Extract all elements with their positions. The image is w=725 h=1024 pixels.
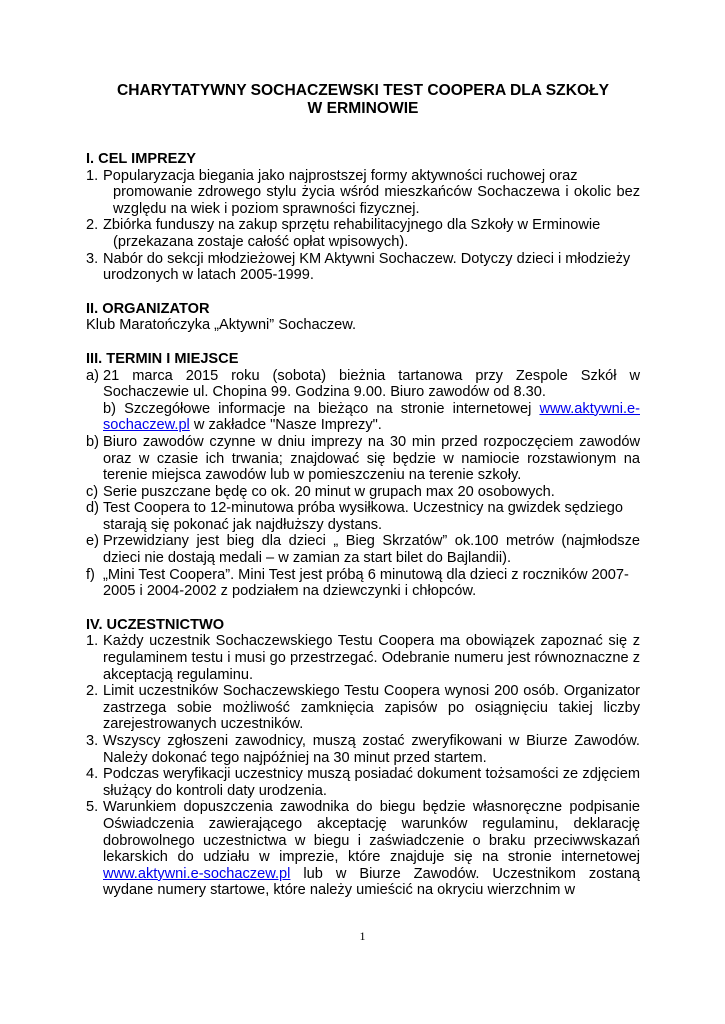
list-item bbox=[86, 683, 640, 733]
list-item-text: „Mini Test Coopera”. Mini Test jest próbą 6 minutową dla dzieci z roczników 2007-2005 i 2004-2002 z podziałem na dziewczynki i chłopców. bbox=[103, 566, 629, 600]
document-title bbox=[86, 82, 640, 118]
list-number: 5. bbox=[86, 799, 99, 816]
event-date-text: 21 marca 2015 roku (sobota) bieżnia tartanowa przy Zespole Szkół w Sochaczewie ul. Chopina 99. Godzina 9.00. Biuro zawodów od 8.30. bbox=[103, 367, 640, 401]
list-letter: b) bbox=[86, 433, 99, 450]
list-item-text bbox=[103, 368, 640, 434]
list-item bbox=[86, 799, 640, 899]
list-number: 1. bbox=[86, 167, 99, 184]
list-item-first-line: Popularyzacja biegania jako najprostszej formy aktywności ruchowej oraz bbox=[103, 167, 578, 184]
list-item bbox=[86, 168, 640, 218]
list-item bbox=[86, 567, 640, 600]
list-number: 3. bbox=[86, 250, 99, 267]
document-body bbox=[86, 82, 640, 899]
list-item-text bbox=[103, 217, 640, 250]
list-letter: c) bbox=[86, 483, 99, 500]
list-item-first-line: Nabór do sekcji młodzieżowej KM Aktywni Sochaczew. Dotyczy dzieci i młodzieży bbox=[103, 250, 631, 267]
list-item bbox=[86, 500, 640, 533]
list-item bbox=[86, 484, 640, 501]
title-line-2: W ERMINOWIE bbox=[307, 100, 419, 117]
website-link[interactable]: www.aktywni.e-sochaczew.pl bbox=[103, 400, 640, 434]
list-item-text: Serie puszczane będę co ok. 20 minut w grupach max 20 osobowych. bbox=[103, 483, 555, 500]
list-item bbox=[86, 434, 640, 484]
list-item-text: Każdy uczestnik Sochaczewskiego Testu Coopera ma obowiązek zapoznać się z regulaminem testu i musi go przestrzegać. Odebranie numeru jest równoznaczne z akceptacją regulaminu. bbox=[103, 633, 640, 683]
list-item-first-line: Zbiórka funduszy na zakup sprzętu rehabilitacyjnego dla Szkoły w Erminowie bbox=[103, 217, 601, 234]
list-item bbox=[86, 533, 640, 566]
list-item-continuation: promowanie zdrowego stylu życia wśród mieszkańców Sochaczewa i okolic bez względu na wiek i poziom sprawności fizycznej. bbox=[113, 184, 640, 217]
title-line-1: CHARYTATYWNY SOCHACZEWSKI TEST COOPERA DLA SZKOŁY bbox=[116, 82, 610, 99]
declaration-text-continued: lub w Biurze Zawodów. Uczestnikom zostaną wydane numery startowe, które należy umieścić na okryciu wierzchnim w bbox=[103, 865, 640, 899]
list-number: 2. bbox=[86, 217, 99, 234]
info-text: b) Szczegółowe informacje na bieżąco na stronie internetowej bbox=[103, 400, 540, 417]
list-number: 2. bbox=[86, 683, 99, 700]
list-item-text: Test Coopera to 12-minutowa próba wysiłkowa. Uczestnicy na gwizdek sędziego starają się pokonać jak najdłuższy dystans. bbox=[103, 500, 623, 533]
list-item-text: Podczas weryfikacji uczestnicy muszą posiadać dokument tożsamości ze zdjęciem służący do kontroli daty urodzenia. bbox=[103, 766, 640, 799]
list-item-text: Limit uczestników Sochaczewskiego Testu Coopera wynosi 200 osób. Organizator zastrzega sobie możliwość zamknięcia zapisów po osiągnięciu takiej liczby zarejestrowanych uczestników. bbox=[103, 683, 640, 733]
section-heading-termin: III. TERMIN I MIEJSCE bbox=[86, 350, 239, 367]
list-item-text bbox=[103, 251, 640, 284]
list-item-text: Przewidziany jest bieg dla dzieci „ Bieg Skrzatów” ok.100 metrów (najmłodsze dzieci nie dostają medali – w zamian za start bilet do Bajlandii). bbox=[103, 533, 640, 567]
list-number: 4. bbox=[86, 766, 99, 783]
list-item-text: Biuro zawodów czynne w dniu imprezy na 30 min przed rozpoczęciem zawodów oraz w czasie ich trwania; znajdować się będzie w namiocie rozstawionym na terenie miejsca zawodów lub w pomieszczeniu na terenie szkoły. bbox=[103, 433, 640, 484]
section-heading-organizator: II. ORGANIZATOR bbox=[86, 300, 210, 317]
list-letter: f) bbox=[86, 566, 95, 583]
list-item-continuation: (przekazana zostaje całość opłat wpisowych). bbox=[113, 233, 409, 250]
list-item bbox=[86, 217, 640, 250]
list-item-text: Wszyscy zgłoszeni zawodnicy, muszą zostać zweryfikowani w Biurze Zawodów. Należy dokonać tego najpóźniej na 30 minut przed startem. bbox=[103, 733, 640, 766]
list-item-text bbox=[103, 168, 640, 218]
list-number: 1. bbox=[86, 633, 99, 650]
organizer-text: Klub Maratończyka „Aktywni” Sochaczew. bbox=[86, 317, 357, 334]
list-letter: e) bbox=[86, 533, 99, 550]
info-text-suffix: w zakładce "Nasze Imprezy". bbox=[189, 417, 382, 434]
list-item bbox=[86, 251, 640, 284]
list-item bbox=[86, 766, 640, 799]
list-letter: a) bbox=[86, 367, 99, 384]
section-heading-cel: I. CEL IMPREZY bbox=[86, 151, 197, 167]
list-letter: d) bbox=[86, 500, 99, 517]
declaration-text: Warunkiem dopuszczenia zawodnika do biegu będzie własnoręczne podpisanie Oświadczenia zawierającego akceptację warunków regulaminu, deklarację dobrowolnego uczestnictwa w biegu i zaświadczenie o braku przeciwwskazań lekarskich do udziału w imprezie, które znajduje się na stronie internetowej bbox=[103, 799, 640, 866]
page-number: 1 bbox=[359, 929, 366, 943]
list-item-text bbox=[103, 799, 640, 899]
list-item-continuation: urodzonych w latach 2005-1999. bbox=[103, 267, 314, 284]
section-heading-uczestnictwo: IV. UCZESTNICTWO bbox=[86, 616, 225, 633]
list-item bbox=[86, 368, 640, 434]
list-item bbox=[86, 633, 640, 683]
info-line bbox=[103, 401, 640, 434]
website-link[interactable]: www.aktywni.e-sochaczew.pl bbox=[103, 865, 291, 882]
list-number: 3. bbox=[86, 733, 99, 749]
list-item bbox=[86, 733, 640, 766]
